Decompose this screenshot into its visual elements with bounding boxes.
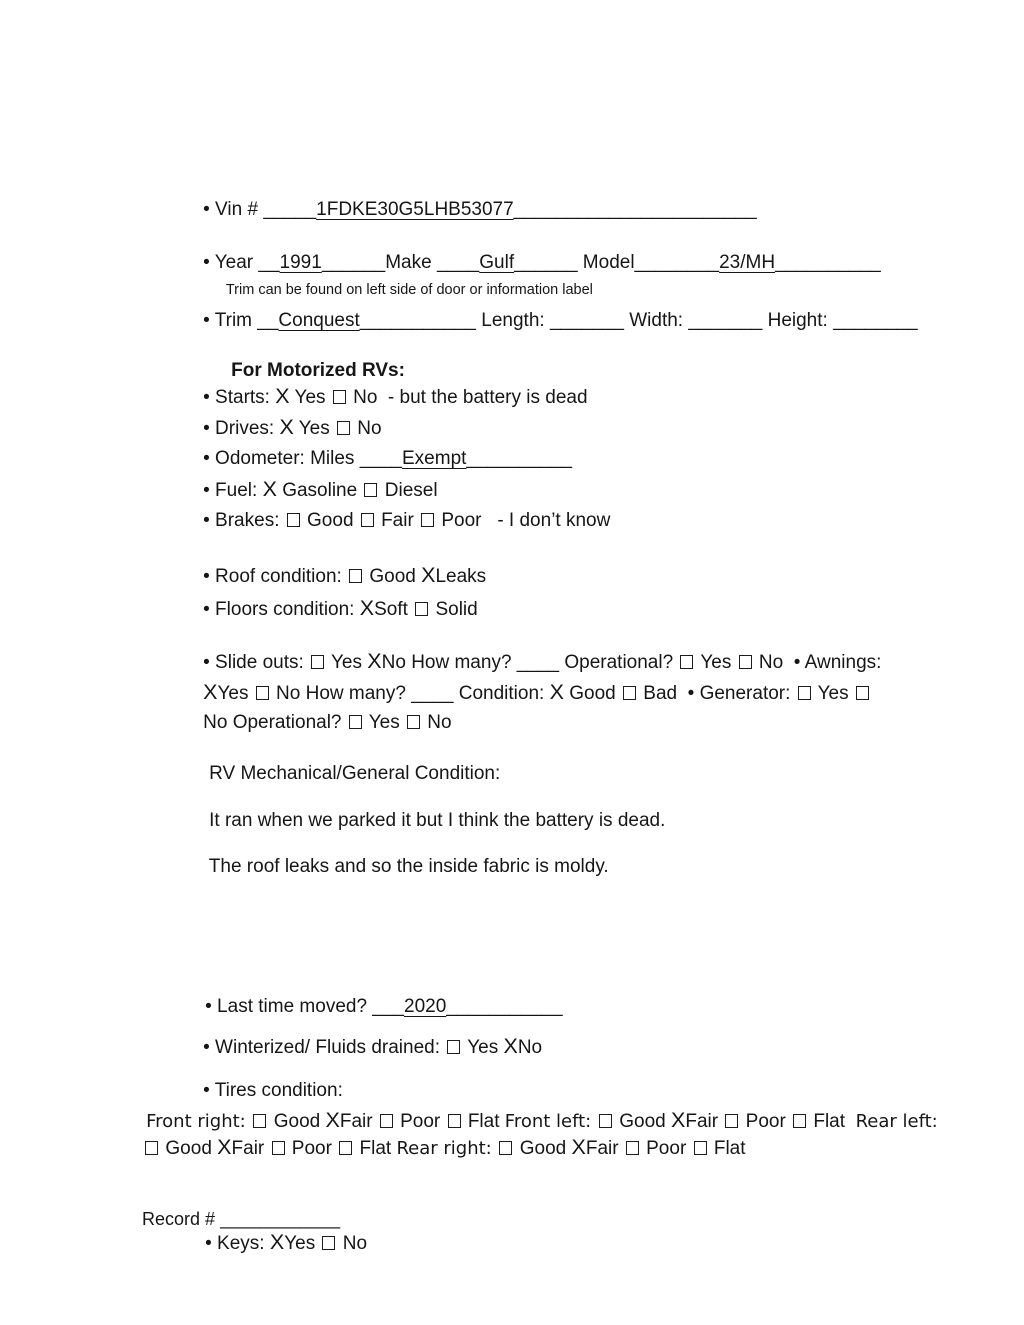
front-right-label: Front right: <box>146 1111 252 1132</box>
rear-left-label: Rear left: <box>855 1111 938 1132</box>
record-label: Record # <box>142 1209 221 1229</box>
awnings-good-x-mark: X <box>549 680 564 704</box>
winterized-yes-text: Yes <box>462 1037 504 1058</box>
generator-op-yes-text: Yes <box>363 712 405 733</box>
vin-label: • Vin # <box>203 199 264 220</box>
awnings-good-text: Good <box>563 683 621 704</box>
height-label: Height: <box>762 310 834 331</box>
drives-no-text: No <box>352 418 382 439</box>
trim-blank2: ___________ <box>359 310 477 331</box>
rear-right-fair-text: Fair <box>585 1138 624 1159</box>
front-right-good-text: Good <box>268 1111 326 1132</box>
rear-left-good-text: Good <box>160 1138 218 1159</box>
last-moved-value: 2020 <box>404 996 447 1017</box>
front-right-flat-text: Flat <box>462 1111 505 1132</box>
fuel-label: • Fuel: <box>203 480 263 501</box>
trim-blank: __ <box>257 310 279 331</box>
model-label: Model <box>577 252 635 273</box>
odometer-blank: ____ <box>359 448 402 469</box>
keys-no-checkbox <box>322 1236 335 1250</box>
slideouts-yes-text: Yes <box>326 652 368 673</box>
awnings-yes-text: Yes <box>217 683 254 704</box>
front-left-flat-checkbox <box>793 1114 806 1128</box>
roof-leaks-text: Leaks <box>435 566 487 587</box>
rear-right-label: Rear right: <box>396 1138 498 1159</box>
slideouts-op-yes-text: Yes <box>695 652 737 673</box>
brakes-poor-text: Poor - I don’t know <box>436 510 611 531</box>
motorized-header-text: For Motorized RVs: <box>231 360 405 381</box>
roof-leaks-x-mark: X <box>421 563 436 587</box>
rear-left-fair-x-mark: X <box>217 1135 232 1159</box>
last-moved-label: • Last time moved? <box>205 996 373 1017</box>
last-moved-blank: ___ <box>372 996 404 1017</box>
rear-left-good-checkbox <box>145 1141 158 1155</box>
starts-yes-text: Yes <box>289 387 331 408</box>
drives-yes-x-mark: X <box>279 415 294 439</box>
trim-note-text: Trim can be found on left side of door or information label <box>225 282 593 298</box>
width-blank: _______ <box>688 310 763 331</box>
odometer-blank2: __________ <box>466 448 573 469</box>
awnings-howmany-text: No How many? <box>270 683 412 704</box>
rear-right-flat-checkbox <box>694 1141 707 1155</box>
generator-yes-checkbox <box>798 686 811 700</box>
starts-label: • Starts: <box>203 387 276 408</box>
make-label: Make <box>385 252 437 273</box>
fuel-gasoline-text: Gasoline <box>276 480 363 501</box>
awnings-condition-text: Condition: <box>453 683 550 704</box>
mechanical-note-2 <box>188 832 609 901</box>
brakes-good-text: Good <box>301 510 359 531</box>
floors-solid-text: Solid <box>430 599 478 620</box>
length-label: Length: <box>476 310 550 331</box>
floors-solid-checkbox <box>415 602 428 616</box>
rear-left-fair-text: Fair <box>231 1138 270 1159</box>
brakes-fair-checkbox <box>361 513 374 527</box>
odometer-label: • Odometer: Miles <box>203 448 360 469</box>
year-blank: __ <box>258 252 280 273</box>
front-left-good-text: Good <box>613 1111 672 1132</box>
slideouts-no-x-mark: X <box>367 649 382 673</box>
slideouts-howmany-text: No How many? <box>381 652 517 673</box>
floors-label: • Floors condition: <box>203 599 360 620</box>
trim-value: Conquest <box>278 310 360 331</box>
slideouts-label: • Slide outs: <box>203 652 310 673</box>
last-moved-blank2: ___________ <box>446 996 563 1017</box>
floors-soft-text: Soft <box>374 599 414 620</box>
rear-left-flat-checkbox <box>339 1141 352 1155</box>
brakes-label: • Brakes: <box>203 510 285 531</box>
vin-value: 1FDKE30G5LHB53077 <box>316 199 514 220</box>
model-blank2: __________ <box>775 252 881 273</box>
front-left-label: Front left: <box>504 1111 597 1132</box>
drives-yes-text: Yes <box>293 418 336 439</box>
height-blank: ________ <box>833 310 918 331</box>
vin-blank-right: _______________________ <box>513 199 757 220</box>
front-left-fair-x-mark: X <box>671 1108 686 1132</box>
line-tires-2 <box>122 1113 746 1183</box>
vin-blank-left: _____ <box>263 199 317 220</box>
generator-yes-text: Yes <box>812 683 854 704</box>
keys-yes-text: Yes <box>284 1233 321 1254</box>
width-label: Width: <box>623 310 689 331</box>
front-right-fair-text: Fair <box>339 1111 378 1132</box>
record-blank: ____________ <box>220 1209 341 1229</box>
generator-op-no-text: No <box>422 712 452 733</box>
model-blank: ________ <box>634 252 720 273</box>
rear-left-flat-text: Flat <box>354 1138 397 1159</box>
awnings-bad-checkbox <box>623 686 636 700</box>
keys-label: • Keys: <box>205 1233 270 1254</box>
front-right-fair-x-mark: X <box>325 1108 340 1132</box>
awnings-yes-x-mark: X <box>203 680 218 704</box>
brakes-poor-checkbox <box>421 513 434 527</box>
rear-right-poor-text: Poor <box>640 1138 692 1159</box>
brakes-fair-text: Fair <box>375 510 420 531</box>
rear-right-poor-checkbox <box>626 1141 639 1155</box>
keys-no-text: No <box>337 1233 368 1254</box>
front-left-poor-text: Poor <box>740 1111 792 1132</box>
winterized-no-text: No <box>517 1037 543 1058</box>
make-value: Gulf <box>479 252 515 273</box>
odometer-value: Exempt <box>402 448 467 469</box>
generator-no-checkbox <box>856 686 869 700</box>
roof-good-text: Good <box>364 566 422 587</box>
line-keys <box>184 1208 367 1278</box>
rear-left-poor-checkbox <box>272 1141 285 1155</box>
drives-label: • Drives: <box>203 418 280 439</box>
year-value: 1991 <box>279 252 322 273</box>
front-left-fair-text: Fair <box>685 1111 724 1132</box>
model-value: 23/MH <box>719 252 776 273</box>
mechanical-note-2-text: The roof leaks and so the inside fabric is moldy. <box>208 856 609 877</box>
rear-right-good-text: Good <box>514 1138 572 1159</box>
winterized-no-x-mark: X <box>503 1034 518 1058</box>
rear-right-fair-x-mark: X <box>571 1135 586 1159</box>
trim-label: • Trim <box>203 310 258 331</box>
rear-right-flat-text: Flat <box>708 1138 746 1159</box>
starts-yes-x-mark: X <box>275 384 290 408</box>
brakes-good-checkbox <box>287 513 300 527</box>
rear-right-good-checkbox <box>499 1141 512 1155</box>
mechanical-note-1-text: It ran when we parked it but I think the battery is dead. <box>209 810 666 831</box>
winterized-yes-checkbox <box>447 1040 460 1054</box>
tires-header-text: • Tires condition: <box>203 1080 343 1101</box>
keys-yes-x-mark: X <box>269 1230 285 1254</box>
fuel-diesel-text: Diesel <box>379 480 438 501</box>
slideouts-operational-text: Operational? <box>559 652 679 673</box>
winterized-label: • Winterized/ Fluids drained: <box>203 1037 446 1058</box>
fuel-gasoline-x-mark: X <box>262 477 277 501</box>
rear-left-poor-text: Poor <box>286 1138 338 1159</box>
awnings-howmany-blank: ____ <box>411 683 454 704</box>
starts-no-text: No - but the battery is dead <box>347 387 588 408</box>
generator-operational-label: No Operational? <box>203 712 347 733</box>
front-right-poor-text: Poor <box>394 1111 446 1132</box>
slideouts-howmany-blank: ____ <box>516 652 560 673</box>
front-left-flat-text: Flat <box>808 1111 856 1132</box>
year-blank2: ______ <box>321 252 386 273</box>
awnings-label: No • Awnings: <box>753 652 882 673</box>
make-blank: ____ <box>436 252 480 273</box>
generator-op-no-checkbox <box>407 715 420 729</box>
generator-op-yes-checkbox <box>349 715 362 729</box>
length-blank: _______ <box>549 310 624 331</box>
generator-label: Bad • Generator: <box>638 683 796 704</box>
year-label: • Year <box>203 252 259 273</box>
make-blank2: ______ <box>514 252 578 273</box>
mechanical-header-text: RV Mechanical/General Condition: <box>209 763 501 784</box>
floors-soft-x-mark: X <box>359 596 375 620</box>
roof-label: • Roof condition: <box>203 566 348 587</box>
